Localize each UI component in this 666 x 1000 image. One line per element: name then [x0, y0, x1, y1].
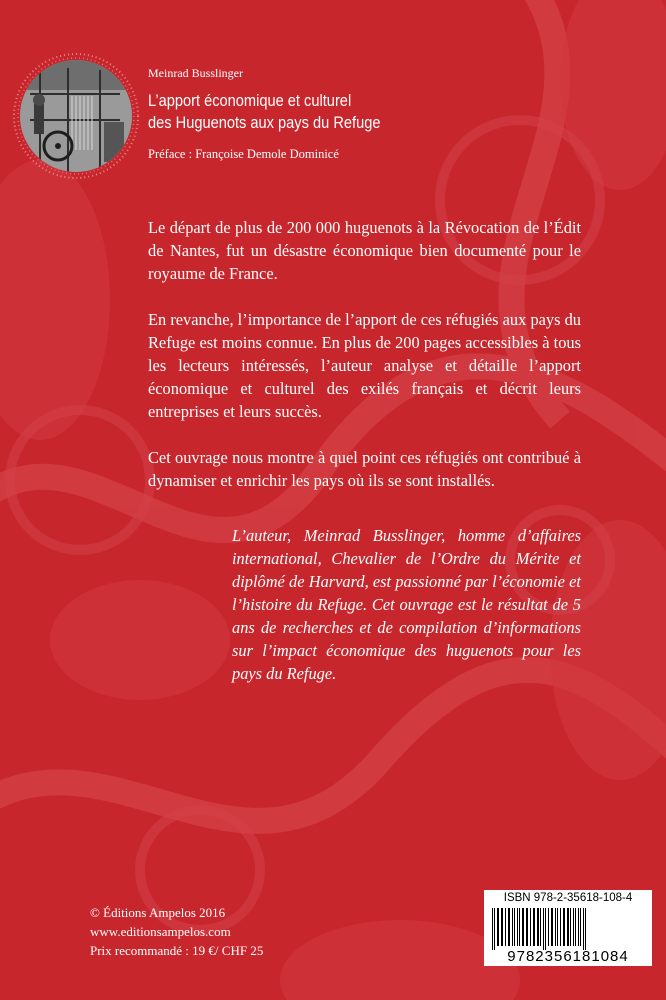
blurb-paragraph: Cet ouvrage nous montre à quel point ces réfugiés ont contribué à dynamiser et enrichir les pays où ils se sont installés.	[148, 448, 581, 490]
blurb-paragraph: Le départ de plus de 200 000 huguenots à la Révocation de l’Édit de Nantes, fut un désastre économique bien documenté pour le royaume de France.	[148, 218, 581, 283]
blurb-text	[148, 216, 581, 515]
author-bio: L’auteur, Meinrad Busslinger, homme d’affaires international, Chevalier de l’Ordre du Mérite et diplômé de Harvard, est passionné par l’économie et l’histoire du Refuge. Cet ouvrage est le résultat de 5 ans de recherches et de compilation d’informations sur l’impact économique des huguenots pour les pays du Refuge.	[232, 526, 581, 683]
weaving-loom-engraving-icon	[20, 60, 132, 172]
barcode-bars-icon	[490, 908, 646, 950]
book-title	[148, 90, 432, 134]
book-title-line: L’apport économique et culturel	[148, 91, 352, 110]
copyright-notice: © Éditions Ampelos 2016	[90, 905, 226, 920]
author-name: Meinrad Busslinger	[148, 66, 243, 80]
book-title-line: des Huguenots aux pays du Refuge	[148, 113, 381, 132]
recommended-price: Prix recommandé : 19 €/ CHF 25	[90, 943, 264, 958]
isbn-label: ISBN 978-2-35618-108-4	[503, 892, 633, 904]
preface-credit: Préface : Françoise Demole Dominicé	[148, 147, 339, 161]
publisher-website: www.editionsampelos.com	[90, 924, 231, 939]
publisher-footer	[90, 903, 263, 960]
isbn-digits: 9782356181084	[507, 948, 629, 965]
blurb-paragraph: En revanche, l’importance de l’apport de ces réfugiés aux pays du Refuge est moins connue. En plus de 200 pages accessibles à tous les lecteurs intéressés, l’auteur analyse et détaille l’apport économique et culturel des exilés français et décrit leurs entreprises et leurs succès.	[148, 310, 581, 421]
isbn-barcode	[484, 890, 652, 966]
